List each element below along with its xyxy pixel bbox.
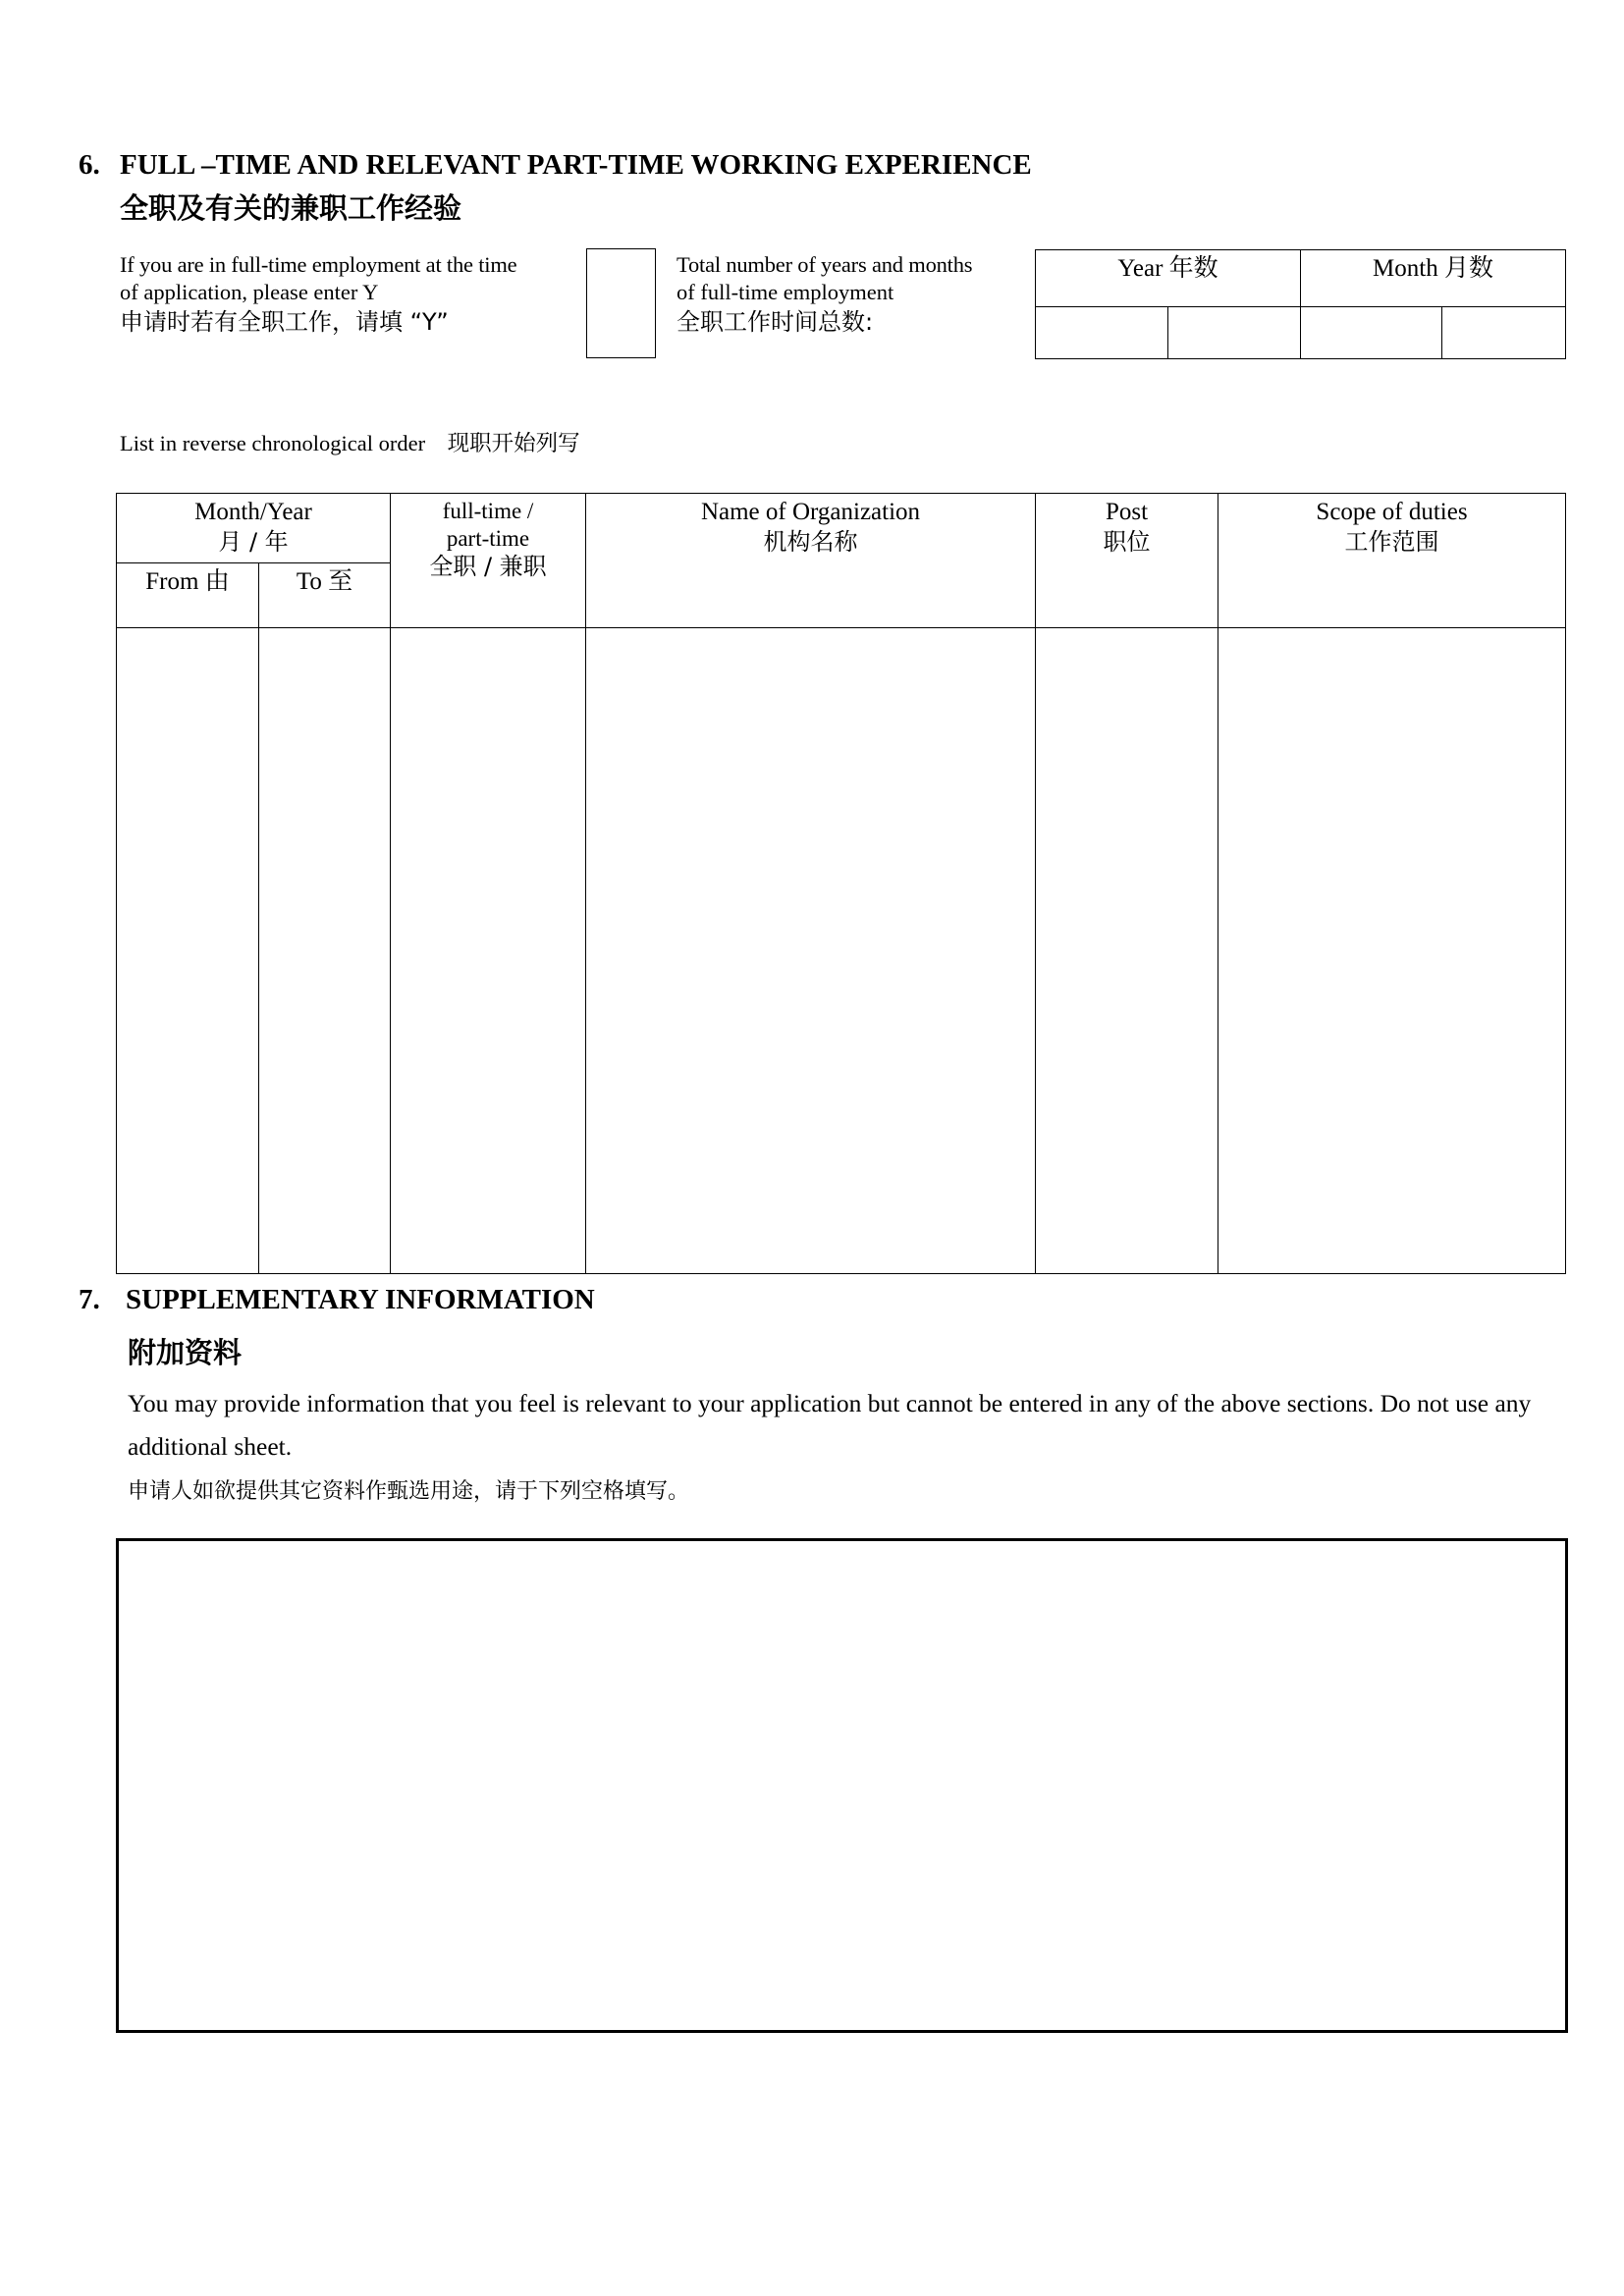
supplementary-info-box[interactable] (116, 1538, 1568, 2033)
to-entry[interactable] (259, 626, 390, 1271)
fulltime-question (120, 251, 586, 336)
from-header (117, 563, 259, 628)
org-entry[interactable] (586, 626, 1035, 1271)
section-7-number: 7. (79, 1284, 100, 1315)
month-cell-2[interactable] (1442, 306, 1566, 358)
section-7-paragraph-cn: 申请人如欲提供其它资料作甄选用途，请于下列空格填写。 (128, 1479, 690, 1504)
scope-label-cn: 工作范围 (1344, 528, 1439, 556)
supplementary-info-input[interactable] (119, 1541, 1565, 2030)
to-entry-cell[interactable] (259, 628, 391, 1274)
month-header (1301, 250, 1566, 307)
scope-entry[interactable] (1218, 626, 1565, 1271)
post-entry-cell[interactable] (1036, 628, 1218, 1274)
fulltime-label-2: part-time (446, 526, 530, 551)
fulltime-entry[interactable] (391, 626, 585, 1271)
section-7-title-cn: 附加资料 (128, 1336, 243, 1369)
month-input-1[interactable] (1301, 307, 1441, 358)
month-label: Month 月数 (1373, 255, 1493, 282)
order-note: List in reverse chronological order 现职开始列写 (120, 431, 580, 455)
to-label: To 至 (296, 568, 353, 595)
total-question-line2: of full-time employment (677, 280, 894, 304)
fulltime-y-box[interactable] (586, 248, 656, 358)
year-label: Year 年数 (1117, 255, 1218, 282)
post-label: Post (1105, 499, 1149, 525)
fulltime-entry-cell[interactable] (391, 628, 586, 1274)
section-7-paragraph: You may provide information that you feel is relevant to your application but cannot be entered in any of the above sections. Do not use any additional sheet. (128, 1389, 1532, 1461)
scope-header (1218, 494, 1566, 628)
month-input-2[interactable] (1442, 307, 1565, 358)
section-6-number: 6. (79, 149, 100, 181)
fulltime-question-line1: If you are in full-time employment at the time (120, 252, 517, 277)
year-header (1036, 250, 1301, 307)
year-cell-1[interactable] (1036, 306, 1168, 358)
scope-entry-cell[interactable] (1218, 628, 1566, 1274)
total-question-cn: 全职工作时间总数: (677, 308, 874, 336)
total-question-line1: Total number of years and months (677, 252, 973, 277)
section-6-title: FULL –TIME AND RELEVANT PART-TIME WORKING EXPERIENCE (120, 149, 1032, 181)
month-cell-1[interactable] (1301, 306, 1442, 358)
month-year-label-cn: 月 / 年 (218, 528, 289, 556)
post-header (1036, 494, 1218, 628)
year-input-2[interactable] (1168, 307, 1300, 358)
scope-label: Scope of duties (1316, 499, 1468, 525)
years-months-table (1035, 249, 1566, 359)
from-label: From 由 (145, 568, 230, 595)
org-label: Name of Organization (700, 499, 921, 525)
from-entry-cell[interactable] (117, 628, 259, 1274)
year-cell-2[interactable] (1168, 306, 1301, 358)
section-6-title-cn: 全职及有关的兼职工作经验 (120, 191, 462, 225)
month-year-header (117, 494, 391, 563)
to-header (259, 563, 391, 628)
post-entry[interactable] (1036, 626, 1218, 1271)
total-question (677, 251, 1035, 336)
year-input-1[interactable] (1036, 307, 1167, 358)
work-experience-table (116, 493, 1566, 1274)
org-label-cn: 机构名称 (763, 528, 858, 556)
section-7-title: SUPPLEMENTARY INFORMATION (126, 1284, 595, 1315)
fulltime-question-line2: of application, please enter Y (120, 280, 379, 304)
fulltime-label-1: full-time / (442, 499, 534, 523)
fulltime-label-cn: 全职 / 兼职 (429, 553, 547, 580)
fulltime-header (391, 494, 586, 628)
from-entry[interactable] (117, 626, 258, 1271)
org-header (586, 494, 1036, 628)
fulltime-y-input[interactable] (587, 249, 655, 357)
fulltime-question-cn: 申请时若有全职工作，请填 “Y” (120, 308, 449, 336)
post-label-cn: 职位 (1103, 528, 1151, 556)
month-year-label: Month/Year (194, 499, 312, 525)
org-entry-cell[interactable] (586, 628, 1036, 1274)
